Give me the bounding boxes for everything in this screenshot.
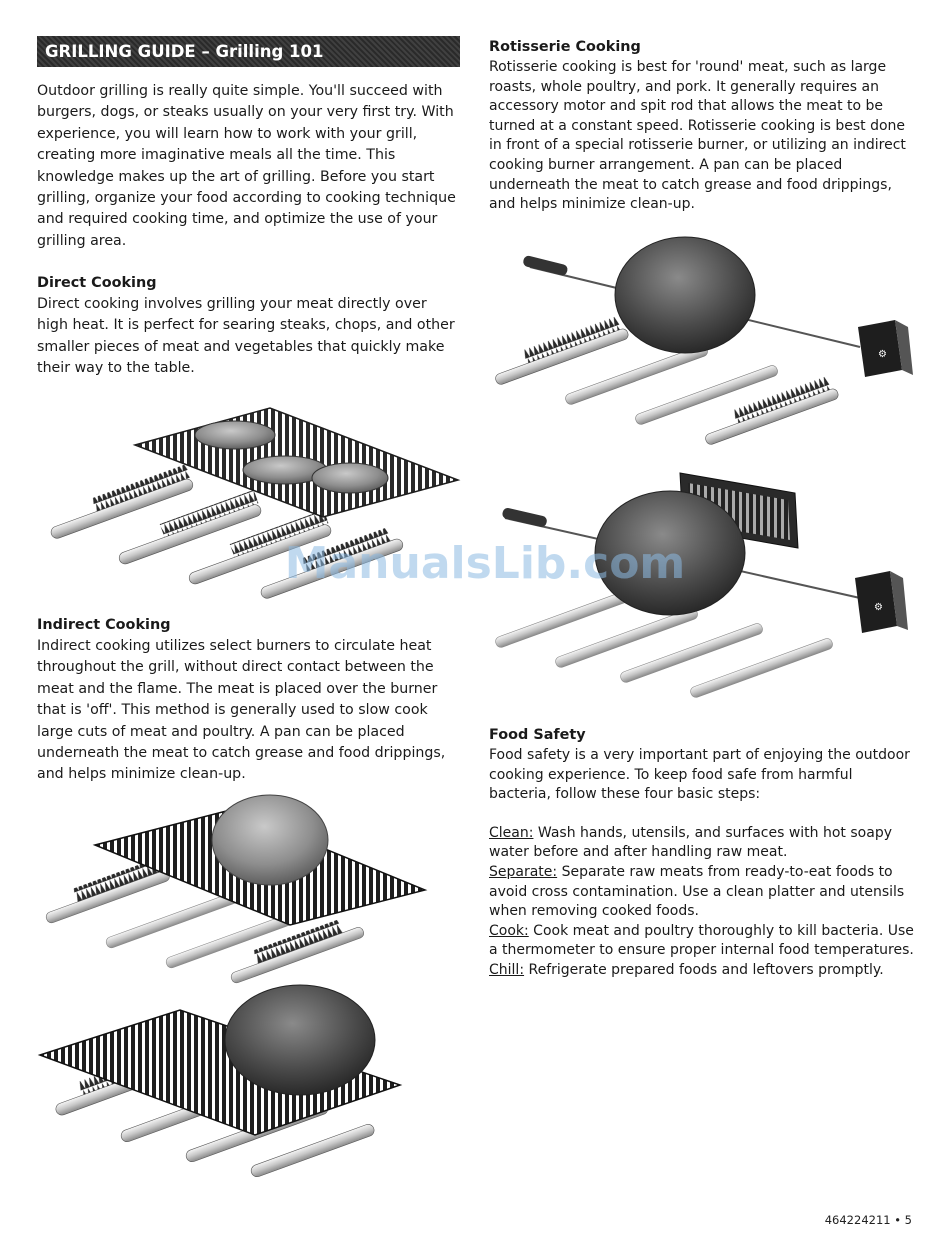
roast-poultry <box>225 985 375 1095</box>
rotisserie-heading: Rotisserie Cooking <box>489 39 641 55</box>
indirect-cooking-illustration-top <box>40 795 465 975</box>
step-text: Wash hands, utensils, and surfaces with hot soapy water before and after handling raw meat. <box>489 824 892 861</box>
safety-step-clean <box>489 824 914 863</box>
step-label: Chill: <box>489 961 525 978</box>
rotisserie-text: Rotisserie cooking is best for 'round' meat, such as large roasts, whole poultry, and pork. It generally requires an accessory motor and spit rod that allows the meat to be turned at a constant speed. Rotisserie cooking is best done in front of a special rotisserie burner, or utilizing an indirect cooking burner arrangement. A pan can be placed underneath the meat to catch grease and food drippings, and helps minimize clean-up. <box>489 59 906 213</box>
rotisserie-poultry <box>615 237 755 353</box>
step-text: Separate raw meats from ready-to-eat foods to avoid cross contamination. Use a clean platter and utensils when removing cooked foods. <box>489 863 905 920</box>
svg-text:⚙: ⚙ <box>878 349 887 360</box>
indirect-cooking-heading: Indirect Cooking <box>37 617 171 633</box>
rotisserie-motor <box>858 320 913 377</box>
page-footer: 464224211 • 5 <box>824 1213 912 1227</box>
indirect-cooking-text: Indirect cooking utilizes select burners to circulate heat throughout the grill, without direct contact between the meat and the flame. The meat is placed over the burner that is 'off'. This method is generally used to slow cook large cuts of meat and poultry. A pan can be placed underneath the meat to catch grease and food drippings, and helps minimize clean-up. <box>37 638 446 783</box>
direct-cooking-heading: Direct Cooking <box>37 275 157 291</box>
safety-step-cook <box>489 922 914 961</box>
indirect-cooking-section <box>37 615 462 786</box>
roast-poultry <box>212 795 328 885</box>
step-text: Refrigerate prepared foods and leftovers promptly. <box>524 961 884 978</box>
section-banner: GRILLING GUIDE – Grilling 101 <box>37 36 460 67</box>
food-safety-section <box>489 725 914 981</box>
indirect-cooking-illustration-bottom <box>40 985 465 1175</box>
rotisserie-motor <box>855 571 908 633</box>
svg-text:⚙: ⚙ <box>874 602 883 613</box>
step-text: Cook meat and poultry thoroughly to kill bacteria. Use a thermometer to ensure proper internal food temperatures. <box>489 922 914 959</box>
step-label: Cook: <box>489 922 529 939</box>
watermark: ManualsLib.com <box>284 538 686 589</box>
direct-cooking-section <box>37 273 462 380</box>
food-safety-text: Food safety is a very important part of enjoying the outdoor cooking experience. To keep food safe from harmful bacteria, follow these four basic steps: <box>489 747 910 803</box>
rotisserie-illustration-top <box>490 235 920 445</box>
safety-step-chill <box>489 961 914 981</box>
step-label: Separate: <box>489 863 558 880</box>
rotisserie-section <box>489 37 914 215</box>
food-safety-heading: Food Safety <box>489 727 586 743</box>
intro-paragraph <box>37 81 462 252</box>
safety-step-separate <box>489 863 914 922</box>
direct-cooking-text: Direct cooking involves grilling your meat directly over high heat. It is perfect for searing steaks, chops, and other smaller pieces of meat and vegetables that quickly make their way to the table. <box>37 296 455 377</box>
step-label: Clean: <box>489 824 534 841</box>
intro-text: Outdoor grilling is really quite simple. You'll succeed with burgers, dogs, or steaks usually on your very first try. With experience, you will learn how to work with your grill, creating more imaginative meals all the time. This knowledge makes up the art of grilling. Before you start grilling, organize your food according to cooking technique and required cooking time, and optimize the use of your grilling area. <box>37 83 456 249</box>
